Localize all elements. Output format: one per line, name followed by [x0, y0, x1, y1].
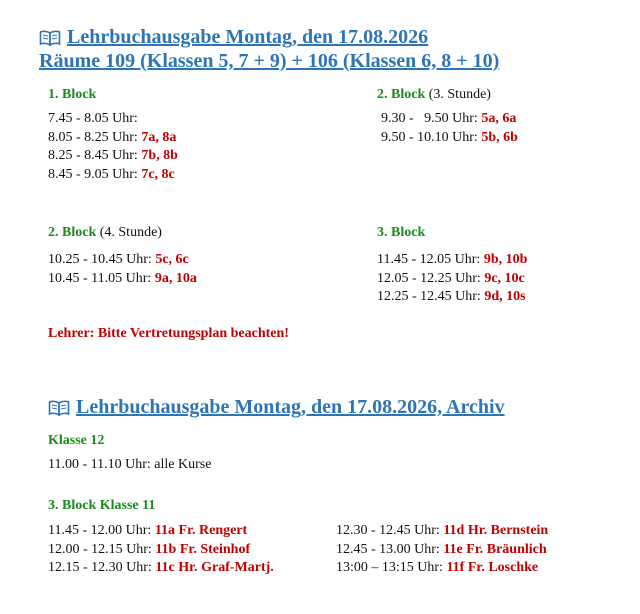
schedule-row: 11.45 - 12.05 Uhr: 9b, 10b — [377, 252, 528, 267]
schedule-row: 9.30 - 9.50 Uhr: 5a, 6a — [381, 111, 517, 126]
section1-subtitle: Räume 109 (Klassen 5, 7 + 9) + 106 (Klassen 6, 8 + 10) — [39, 50, 500, 72]
block3-rows — [48, 251, 197, 288]
schedule-row: 10.45 - 11.05 Uhr: 9a, 10a — [48, 270, 197, 286]
block1-rows — [48, 110, 178, 184]
section1-title — [39, 26, 428, 48]
block1-heading: 1. Block — [48, 87, 97, 102]
section2-title — [48, 396, 505, 418]
block11-heading: 3. Block Klasse 11 — [48, 498, 156, 513]
schedule-row: 9.50 - 10.10 Uhr: 5b, 6b — [381, 129, 518, 145]
block2-heading: 2. Block (3. Stunde) — [377, 87, 491, 102]
klasse12-row: 11.00 - 11.10 Uhr: alle Kurse — [48, 457, 212, 472]
block3-heading: 2. Block (4. Stunde) — [48, 225, 162, 240]
open-book-icon — [48, 400, 70, 416]
schedule-row: 10.25 - 10.45 Uhr: 5c, 6c — [48, 252, 189, 267]
block11-left-rows — [48, 522, 274, 578]
block2-rows — [381, 110, 518, 147]
schedule-row: 13:00 – 13:15 Uhr: 11f Fr. Loschke — [336, 560, 539, 576]
block4-rows — [377, 251, 527, 307]
schedule-row: 11.45 - 12.00 Uhr: 11a Fr. Rengert — [48, 523, 248, 538]
title-line1-text: Lehrbuchausgabe Montag, den 17.08.2026 — [67, 26, 429, 48]
schedule-row: 12.45 - 13.00 Uhr: 11e Fr. Bräunlich — [336, 541, 547, 557]
schedule-row: 7.45 - 8.05 Uhr: — [48, 111, 138, 126]
schedule-row: 12.05 - 12.25 Uhr: 9c, 10c — [377, 270, 525, 286]
klasse12-heading: Klasse 12 — [48, 433, 105, 448]
schedule-row: 8.25 - 8.45 Uhr: 7b, 8b — [48, 148, 178, 164]
schedule-row: 8.45 - 9.05 Uhr: 7c, 8c — [48, 166, 175, 182]
teacher-warning: Lehrer: Bitte Vertretungsplan beachten! — [48, 326, 289, 341]
block4-heading: 3. Block — [377, 225, 426, 240]
schedule-row: 12.00 - 12.15 Uhr: 11b Fr. Steinhof — [48, 541, 251, 557]
schedule-row: 12.30 - 12.45 Uhr: 11d Hr. Bernstein — [336, 523, 549, 538]
schedule-row: 12.25 - 12.45 Uhr: 9d, 10s — [377, 289, 526, 305]
schedule-row: 8.05 - 8.25 Uhr: 7a, 8a — [48, 129, 177, 145]
open-book-icon — [39, 30, 61, 46]
archive-title-text: Lehrbuchausgabe Montag, den 17.08.2026, Archiv — [76, 396, 505, 418]
block11-right-rows — [336, 522, 548, 578]
schedule-row: 12.15 - 12.30 Uhr: 11c Hr. Graf-Martj. — [48, 560, 274, 576]
